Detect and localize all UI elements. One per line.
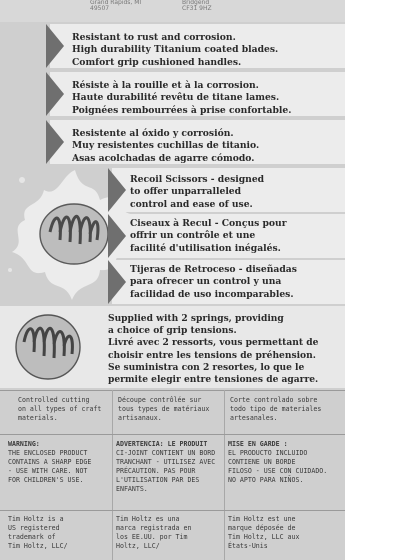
address-left (90, 0, 141, 12)
chevron-arrow-icon (46, 120, 64, 164)
recoil-es (130, 264, 297, 301)
springs-2: a choice of grip tensions. (108, 325, 237, 337)
recoil-es-3: facilidad de uso incomparables. (130, 288, 294, 300)
trademark-col3 (228, 515, 299, 551)
recoil-fr (130, 218, 287, 255)
use-col1 (18, 396, 101, 423)
recoil-fr-3: facilité d'utilisation inégalés. (130, 242, 281, 254)
warning-col3-4: FILOSO - USE CON CUIDADO. (228, 467, 328, 475)
use-col2-3: artisanaux. (118, 414, 162, 422)
feature-es-1: Resistente al óxido y corrosión. (72, 128, 234, 139)
warning-col2-2: CI-JOINT CONTIENT UN BORD (116, 449, 216, 457)
trademark-col1-4: Tim Holtz, LLC/ (8, 542, 68, 550)
trademark-col1-1: Tim Holtz is a (8, 515, 64, 523)
use-col2-1: Découpe contrôlée sur (118, 396, 202, 404)
recoil-fr-1: Ciseaux à Recul - Conçus pour (130, 218, 287, 229)
trademark-col2-3: los EE.UU. por Tim (116, 533, 188, 541)
feature-fr-3: Poignées rembourrées à prise confortable. (72, 104, 292, 116)
chevron-arrow-icon (108, 168, 126, 212)
warning-col3-2: EL PRODUCTO INCLUIDO (228, 449, 308, 457)
spring-handle-icon (10, 312, 90, 382)
column-divider (224, 390, 225, 560)
springs-5: Se suministra con 2 resortes, lo que le (108, 361, 305, 373)
header-strip (0, 0, 345, 22)
warning-col3-5: NO APTO PARA NIÑOS. (228, 476, 304, 484)
chevron-arrow-icon (108, 260, 126, 304)
divider (0, 390, 345, 391)
use-col1-1: Controlled cutting (18, 396, 90, 404)
recoil-en (130, 174, 264, 211)
warning-col2-4: PRÉCAUTION. PAS POUR (116, 467, 196, 475)
trademark-col2 (116, 515, 191, 551)
feature-en-2: High durability Titanium coated blades. (72, 44, 279, 56)
recoil-es-1: Tijeras de Retroceso - diseñadas (130, 264, 297, 275)
springs-6: permite elegir entre tensiones de agarre. (108, 374, 319, 386)
feature-en (72, 32, 278, 69)
warning-col2-6: ENFANTS. (116, 485, 148, 493)
use-col3-2: todo tipo de materiales (230, 405, 322, 413)
feature-en-1: Resistant to rust and corrosion. (72, 32, 236, 43)
address-right-text: Bridgend CF31 9HZ (182, 0, 212, 12)
warning-col2-3: TRANCHANT - UTILISEZ AVEC (116, 458, 216, 466)
recoil-en-2: to offer unparralleled (130, 186, 242, 198)
trademark-col2-4: Holtz, LLC/ (116, 542, 160, 550)
warning-col2-5: L'UTILISATION PAR DES (116, 476, 200, 484)
address-right (182, 0, 212, 12)
use-col2-2: tous types de matériaux (118, 405, 210, 413)
warning-col1-5: FOR CHILDREN'S USE. (8, 476, 84, 484)
trademark-col2-2: marca registrada en (116, 524, 192, 532)
column-divider (112, 390, 113, 560)
trademark-col2-1: Tim Holtz es una (116, 515, 180, 523)
warning-col1-4: - USE WITH CARE. NOT (8, 467, 88, 475)
use-col2 (118, 396, 209, 423)
springs-text (108, 313, 318, 386)
warning-col3-3: CONTIENE UN BORDE (228, 458, 296, 466)
trademark-col1 (8, 515, 68, 551)
feature-fr-2: Haute durabilité revêtu de titane lames. (72, 92, 280, 104)
trademark-col1-2: US registered (8, 524, 60, 532)
warning-col2 (116, 440, 215, 494)
chevron-arrow-icon (108, 214, 126, 258)
springs-3: Livré avec 2 ressorts, vous permettant de (108, 337, 319, 349)
recoil-es-2: para ofrecer un control y una (130, 276, 282, 288)
use-col1-2: on all types of craft (18, 405, 102, 413)
feature-en-3: Comfort grip cushioned handles. (72, 56, 242, 68)
trademark-col1-3: trademark of (8, 533, 56, 541)
recoil-en-1: Recoil Scissors - designed (130, 174, 265, 185)
use-col3-1: Corte controlado sobre (230, 396, 318, 404)
trademark-col3-4: États-Unis (228, 542, 268, 550)
divider (0, 510, 345, 511)
warning-col3-1: MISE EN GARDE : (228, 440, 288, 448)
feature-fr-1: Résiste à la rouille et à la corrosion. (72, 80, 259, 91)
feature-es-2: Muy resistentes cuchillas de titanio. (72, 140, 260, 152)
warning-col1-1: WARNING: (8, 440, 40, 448)
recoil-en-3: control and ease of use. (130, 198, 253, 210)
warning-col1-3: CONTAINS A SHARP EDGE (8, 458, 92, 466)
divider (0, 434, 345, 435)
springs-4: choisir entre les tensions de préhension. (108, 349, 316, 361)
feature-es-3: Asas acolchadas de agarre cómodo. (72, 152, 255, 164)
warning-col1 (8, 440, 91, 485)
use-col3 (230, 396, 321, 423)
trademark-col3-1: Tim Holtz est une (228, 515, 296, 523)
warning-col2-1: ADVERTENCIA: LE PRODUIT (116, 440, 208, 448)
warning-col1-2: THE ENCLOSED PRODUCT (8, 449, 88, 457)
springs-1: Supplied with 2 springs, providing (108, 313, 284, 324)
chevron-arrow-icon (46, 72, 64, 116)
feature-fr (72, 80, 291, 117)
warning-col3 (228, 440, 327, 485)
use-col1-3: materials. (18, 414, 58, 422)
use-col3-3: artesanales. (230, 414, 278, 422)
trademark-col3-3: Tim Holtz, LLC aux (228, 533, 300, 541)
address-left-text: Grand Rapids, MI 49507 (90, 0, 142, 12)
recoil-fr-2: offrir un contrôle et une (130, 230, 256, 242)
trademark-col3-2: marque déposée de (228, 524, 296, 532)
chevron-arrow-icon (46, 24, 64, 68)
